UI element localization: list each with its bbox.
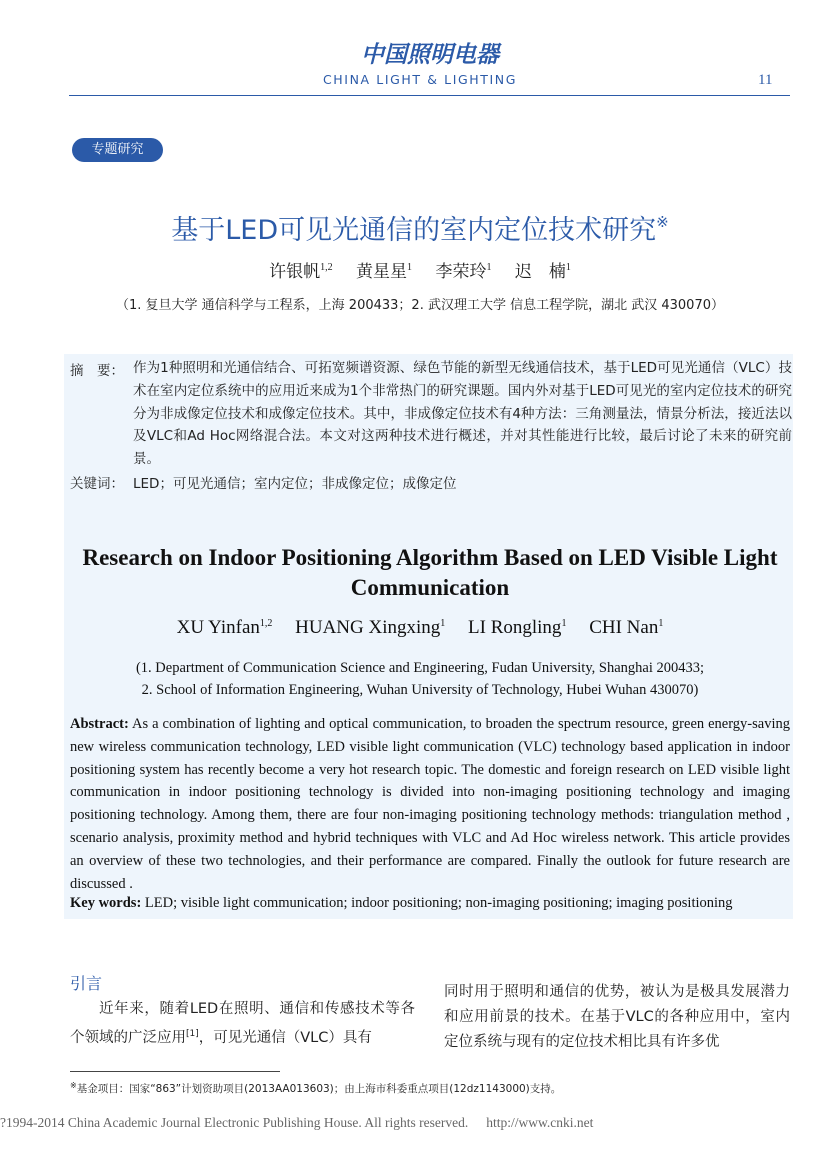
authors-cn <box>0 257 840 282</box>
footnote-mark: ※ <box>70 1081 77 1090</box>
author-cn: 迟 楠$^1$ <box>514 262 571 282</box>
abstract-cn-label: 摘 要： <box>70 363 124 379</box>
affiliation-cn: （1. 复旦大学 通信科学与工程系，上海 200433；2. 武汉理工大学 信息工程学院，湖北 武汉 430070） <box>116 298 724 313</box>
author-cn: 许银帆$^{1,2}$ <box>269 262 333 282</box>
abstract-en-label: Abstract: <box>70 716 129 732</box>
affiliation-en-line1: (1. Department of Communication Science and Engineering, Fudan University, Shanghai 200433; <box>135 660 705 676</box>
affiliation-en-line2: 2. School of Information Engineering, Wuhan University of Technology, Hubei Wuhan 430070) <box>141 682 699 698</box>
footnote-divider <box>70 1071 280 1072</box>
intro-left-column <box>70 997 415 1051</box>
author-en: CHI Nan$^1$ <box>589 617 664 638</box>
intro-paragraph: 近年来，随着LED在照明、通信和传感技术等各个领域的广泛应用[1]，可见光通信（VLC）具有 <box>70 1001 415 1046</box>
journal-name-en: CHINA LIGHT & LIGHTING <box>322 72 518 87</box>
section-tag: 专题研究 <box>72 138 163 162</box>
abstract-en-text: As a combination of lighting and optical communication, to broaden the spectrum resource, green energy-saving new wireless communication technology, LED visible light communication (VLC) technology based application in indoor positioning system has recently become a very hot research topic. The domestic and foreign research on LED visible light communication in indoor positioning technology is divided into non-imaging positioning technology and imaging positioning technology. Among them, there are four non-imaging positioning technology methods: triangulation method , scenario analysis, proximity method and hybrid techniques with VLC and Ad Hoc wireless network. This article provides an overview of these two technologies, and their performance are compared. Finally the outlook for future research are discussed . <box>70 716 790 892</box>
author-en: HUANG Xingxing$^1$ <box>295 617 446 638</box>
page-number: 11 <box>758 72 773 88</box>
abstract-en <box>70 713 790 895</box>
keywords-cn-label: 关键词： <box>70 476 124 492</box>
keywords-en-label: Key words: <box>70 895 142 911</box>
intro-right-column: 同时用于照明和通信的优势，被认为是极具发展潜力和应用前景的技术。在基于VLC的各种应用中，室内定位系统与现有的定位技术相比具有许多优 <box>444 984 790 1050</box>
fund-footnote <box>70 1081 561 1096</box>
author-en: LI Rongling$^1$ <box>468 617 567 638</box>
author-en: XU Yinfan$^{1,2}$ <box>176 617 273 638</box>
keywords-en <box>70 895 733 912</box>
journal-logo <box>361 36 499 70</box>
footnote-text: 基金项目：国家“863”计划资助项目(2013AA013603)；由上海市科委重点项目(12dz1143000)支持。 <box>76 1083 562 1095</box>
paper-title-en: Research on Indoor Positioning Algorithm Based on LED Visible Light Communication <box>82 545 778 600</box>
author-cn: 黄星星$^1$ <box>356 262 413 282</box>
paper-title-cn-text: 基于LED可见光通信的室内定位技术研究 <box>171 215 657 246</box>
keywords-cn-text: LED；可见光通信；室内定位；非成像定位；成像定位 <box>133 476 457 492</box>
keywords-en-text: LED; visible light communication; indoor positioning; non-imaging positioning; imaging positioning <box>144 895 733 911</box>
abstract-cn-text: 作为1种照明和光通信结合、可拓宽频谱资源、绿色节能的新型无线通信技术，基于LED可见光通信（VLC）技术在室内定位系统中的应用近来成为1个非常热门的研究课题。国内外对基于LED可见光的室内定位技术的研究分为非成像定位技术和成像定位技术。其中，非成像定位技术有4种方法：三角测量法，情景分析法，接近法以及VLC和Ad Hoc网络混合法。本文对这两种技术进行概述，并对其性能进行比较，最后讨论了未来的研究前景。 <box>133 360 792 468</box>
copyright-text: ?1994-2014 China Academic Journal Electronic Publishing House. All rights reserved. <box>0 1115 469 1130</box>
author-cn: 李荣玲$^1$ <box>435 262 492 282</box>
journal-logo-text: 中国照明电器 <box>361 41 499 68</box>
intro-heading: 引言 <box>70 974 103 993</box>
header-divider <box>69 95 790 96</box>
fund-mark: ※ <box>656 213 669 231</box>
copyright-line <box>0 1115 840 1131</box>
citation-ref: [1] <box>186 1029 199 1039</box>
paper-title-cn <box>0 208 840 247</box>
authors-en <box>0 617 840 639</box>
cnki-link[interactable]: http://www.cnki.net <box>486 1115 594 1130</box>
affiliation-en <box>0 657 840 701</box>
